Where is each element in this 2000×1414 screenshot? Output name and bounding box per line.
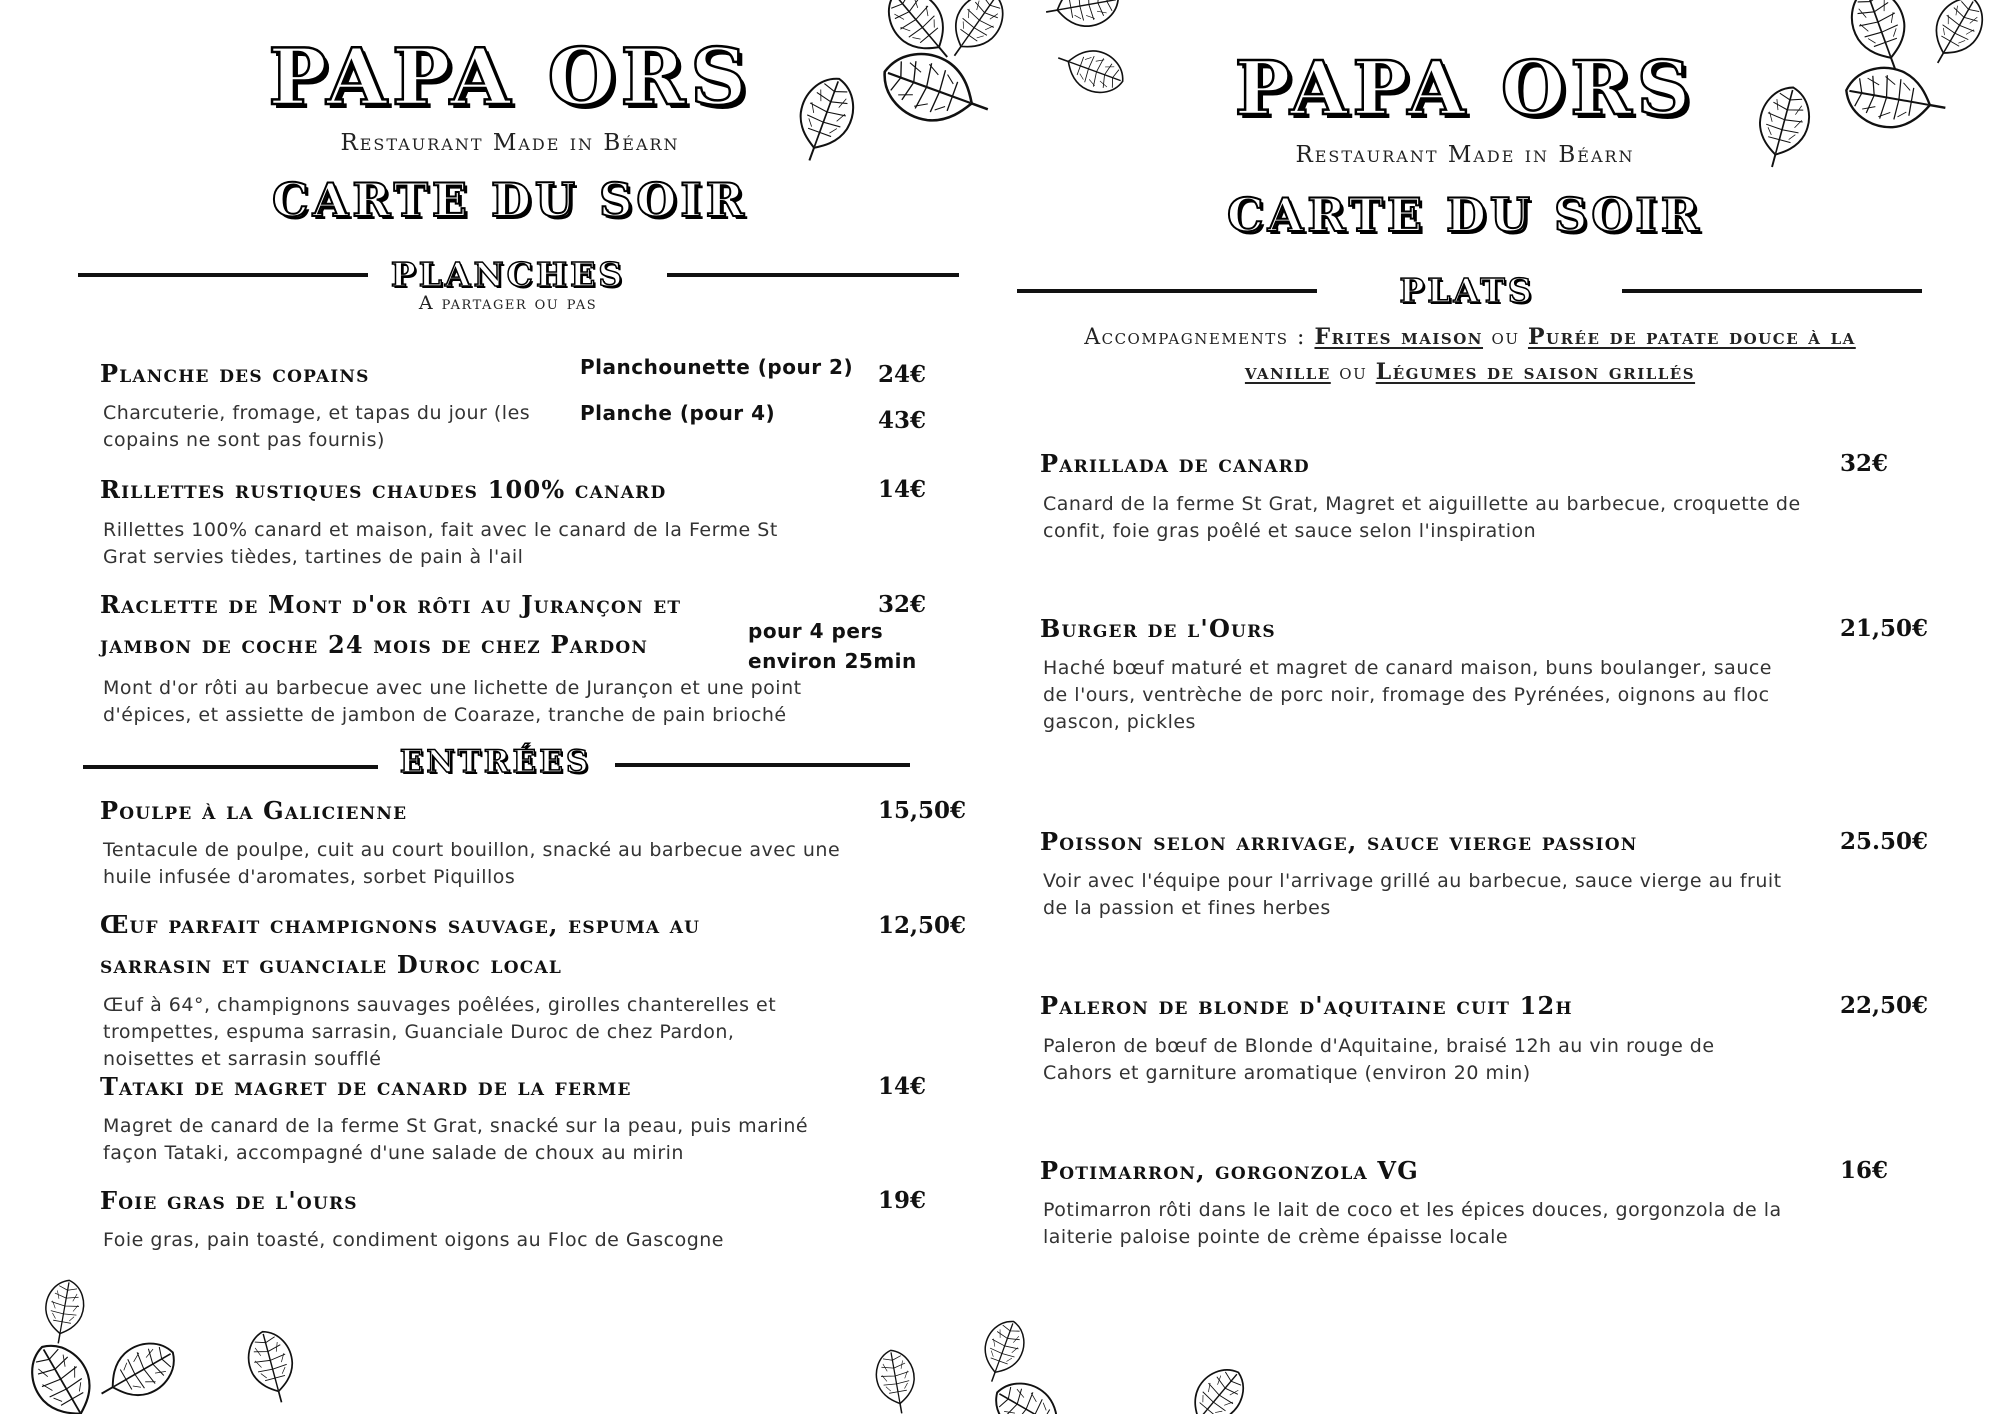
menu-item-name: jambon de coche 24 mois de chez Pardon <box>100 630 649 659</box>
section-rule <box>667 273 959 277</box>
conjunction: ou <box>1491 325 1520 350</box>
leaf-icon <box>860 1345 930 1414</box>
menu-item-description: Canard de la ferme St Grat, Magret et aiguillette au barbecue, croquette de confit, foie gras poêlé et sauce selon l'inspiration <box>1043 493 1801 542</box>
side-option-puree: Purée de patate douce à la <box>1527 324 1856 350</box>
carte-title: CARTE DU SOIR <box>271 173 749 227</box>
leaf-icon <box>100 1330 190 1414</box>
menu-item-name: Poisson selon arrivage, sauce vierge passion <box>1040 827 1638 856</box>
section-rule <box>615 763 910 767</box>
leaf-icon <box>780 70 875 165</box>
option-label: Planche (pour 4) <box>580 401 776 425</box>
menu-item-price: 25.50€ <box>1840 828 1929 855</box>
item-note: pour 4 pers <box>748 619 884 643</box>
menu-item-name: Parillada de canard <box>1040 449 1310 478</box>
menu-item-description: Voir avec l'équipe pour l'arrivage grillé au barbecue, sauce vierge au fruit de la passion et fines herbes <box>1043 870 1782 919</box>
menu-item-name: Raclette de Mont d'or rôti au Jurançon et <box>100 590 682 619</box>
menu-item-description: Tentacule de poulpe, cuit au court bouillon, snacké au barbecue avec une huile infusée d'aromates, sorbet Piquillos <box>103 839 841 888</box>
menu-item-price: 14€ <box>878 1073 927 1100</box>
menu-item-name: Potimarron, gorgonzola VG <box>1040 1156 1419 1185</box>
menu-item-name: Rillettes rustiques chaudes 100% canard <box>100 475 667 504</box>
menu-item-price: 32€ <box>878 591 927 618</box>
brand-title: PAPA ORS <box>268 32 752 123</box>
leaf-icon <box>980 1370 1070 1414</box>
restaurant-subtitle: Restaurant Made in Béarn <box>340 130 680 156</box>
menu-item-description: Charcuterie, fromage, et tapas du jour (les copains ne sont pas fournis) <box>103 402 531 451</box>
brand-title: PAPA ORS <box>1234 46 1696 132</box>
item-note: environ 25min <box>748 649 917 673</box>
side-option-fries: Frites maison <box>1314 324 1484 350</box>
section-subtitle-planches: A partager ou pas <box>418 292 598 314</box>
menu-item-price: 32€ <box>1840 450 1889 477</box>
menu-item-price: 22,50€ <box>1840 992 1929 1019</box>
menu-item-name: Paleron de blonde d'aquitaine cuit 12h <box>1040 991 1573 1020</box>
menu-item-description: Paleron de bœuf de Blonde d'Aquitaine, braisé 12h au vin rouge de Cahors et garniture aromatique (environ 20 min) <box>1043 1035 1715 1084</box>
menu-item-description: Haché bœuf maturé et magret de canard maison, buns boulanger, sauce de l'ours, ventrèche de porc noir, fromage des Pyrénées, oignons au floc gascon, pickles <box>1043 657 1772 733</box>
section-title-planches: PLANCHES <box>390 255 626 294</box>
accompaniments-label: Accompagnements : <box>1084 325 1306 350</box>
menu-item-name: Planche des copains <box>100 359 370 388</box>
section-rule <box>78 273 368 277</box>
side-option-puree-cont: vanille <box>1244 359 1331 385</box>
section-rule <box>83 765 378 769</box>
restaurant-subtitle: Restaurant Made in Béarn <box>1295 142 1635 168</box>
leaf-icon <box>1180 1360 1260 1414</box>
menu-item-price: 14€ <box>878 476 927 503</box>
menu-item-description: Mont d'or rôti au barbecue avec une lichette de Jurançon et une point d'épices, et assiette de jambon de Coaraze, tranche de pain brioché <box>103 677 802 726</box>
accompaniments-text <box>1010 320 1930 390</box>
leaf-icon <box>865 35 985 155</box>
menu-item-description: Foie gras, pain toasté, condiment oigons au Floc de Gascogne <box>103 1229 724 1251</box>
section-rule <box>1017 289 1317 293</box>
menu-item-description: Rillettes 100% canard et maison, fait avec le canard de la Ferme St Grat servies tièdes, tartines de pain à l'ail <box>103 519 778 568</box>
option-label: Planchounette (pour 2) <box>580 355 854 379</box>
option-price: 24€ <box>878 361 927 388</box>
menu-item-name: Œuf parfait champignons sauvage, espuma au <box>100 910 701 939</box>
menu-item-price: 15,50€ <box>878 797 967 824</box>
leaf-icon <box>230 1325 310 1405</box>
menu-item-name: Tataki de magret de canard de la ferme <box>100 1072 632 1101</box>
menu-item-name: sarrasin et guanciale Duroc local <box>100 950 562 979</box>
section-rule <box>1622 289 1922 293</box>
section-title-entrees: ENTRÉES <box>399 744 592 780</box>
menu-item-description: Potimarron rôti dans le lait de coco et les épices douces, gorgonzola de la laiterie paloise pointe de crème épaisse locale <box>1043 1199 1782 1248</box>
menu-item-price: 16€ <box>1840 1157 1889 1184</box>
menu-item-name: Burger de l'Ours <box>1040 614 1276 643</box>
menu-item-name: Foie gras de l'ours <box>100 1186 358 1215</box>
leaf-icon <box>1060 40 1135 115</box>
side-option-vegetables: Légumes de saison grillés <box>1375 359 1696 385</box>
leaf-icon <box>1740 80 1830 170</box>
menu-item-description: Magret de canard de la ferme St Grat, snacké sur la peau, puis mariné façon Tataki, accompagné d'une salade de choux au mirin <box>103 1115 809 1164</box>
leaf-icon <box>10 1335 110 1414</box>
menu-item-price: 12,50€ <box>878 912 967 939</box>
menu-item-price: 19€ <box>878 1187 927 1214</box>
section-title-plats: PLATS <box>1399 271 1535 310</box>
carte-title: CARTE DU SOIR <box>1226 188 1704 242</box>
leaf-icon <box>1830 50 1940 160</box>
menu-item-description: Œuf à 64°, champignons sauvages poêlées, girolles chanterelles et trompettes, espuma sarrasin, Guanciale Duroc de chez Pardon, noisettes et sarrasin soufflé <box>103 994 777 1070</box>
menu-item-name: Poulpe à la Galicienne <box>100 796 408 825</box>
menu-item-price: 21,50€ <box>1840 615 1929 642</box>
option-price: 43€ <box>878 407 927 434</box>
conjunction: ou <box>1339 360 1368 385</box>
